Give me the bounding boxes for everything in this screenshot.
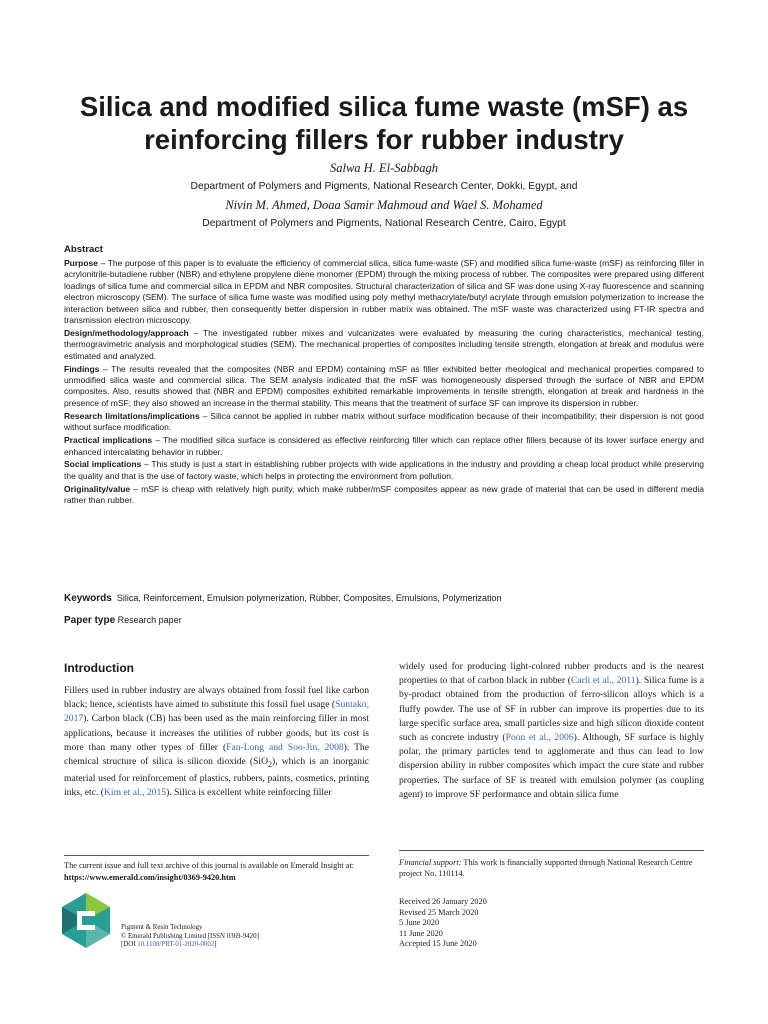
date-revised-2: 5 June 2020 [399, 918, 440, 927]
abstract-originality [64, 484, 704, 507]
date-received: Received 26 January 2020 [399, 897, 487, 906]
doi-prefix: [DOI [121, 941, 138, 949]
intro-text: ). Although, SF surface is highly polar, the primary particles tend to agglomerate and thus can lead to low dispersion ability in rubber composites which impact the cure state and rubber properties. The surface of SF is treated with emulsion polymer (as coupling agent) to improve SF performance and obtain silica fume [399, 732, 704, 800]
journal-info [121, 924, 361, 950]
date-revised: Revised 25 March 2020 [399, 907, 479, 917]
intro-text: ). The chemical structure of silica is silicon dioxide (SiO [64, 741, 369, 768]
intro-text: ). Silica is excellent white reinforcing filler [166, 787, 332, 799]
abstract-section [64, 244, 704, 508]
article-dates [399, 897, 704, 950]
abstract-limitations [64, 411, 704, 434]
citation-link[interactable]: Kim et al., 2015 [103, 787, 167, 799]
author-line-2: Nivin M. Ahmed, Doaa Samir Mahmoud and Wael S. Mohamed [225, 198, 543, 212]
abstract-heading: Abstract [64, 244, 103, 255]
intro-text: ), which is an inorganic material used for reinforcement of plastics, rubbers, paints, cosmetics, printing inks, etc. ( [64, 756, 369, 799]
abstract-design [64, 328, 704, 362]
findings-label: Findings [64, 363, 100, 374]
affiliation-2: Department of Polymers and Pigments, National Research Centre, Cairo, Egypt [202, 218, 566, 229]
doi-link[interactable]: 10.1108/PRT-01-2020-0002 [137, 941, 215, 949]
limitations-text: – Silica cannot be applied in rubber matrix without surface modification because of their incompatibility; their dispersion is not good without surface modification. [64, 410, 704, 433]
abstract-findings [64, 364, 704, 410]
intro-paragraph-left [64, 684, 369, 801]
intro-text: Fillers used in rubber industry are always obtained from fossil fuel like carbon black; hence, scientists have aimed to substitute this fossil fuel usage ( [64, 685, 369, 711]
abstract-social [64, 459, 704, 482]
journal-archive-note [64, 855, 369, 884]
practical-text: – The modified silica surface is considered as effective reinforcing filler which can replace other fillers because of its lower surface energy and enhanced intercalating behavior in rubber. [64, 435, 704, 457]
publisher-line: © Emerald Publishing Limited [ISSN 0369-9420] [121, 932, 259, 940]
intro-text: widely used for producing light-colored rubber products and is the nearest properties to that of carbon black in rubber ( [399, 661, 704, 687]
financial-text: This work is financially supported through National Research Centre project No. 110114. [399, 858, 693, 879]
purpose-text: – The purpose of this paper is to evaluate the efficiency of commercial silica, silica fume-waste (SF) and modified silica fume-waste (mSF) as reinforcing filler in acrylonitrile-butadiene rubber (NBR) and ethylene propylene diene monomer (EPDM) through the mixing process of rubber. The composites were prepared using different loadings of silica fume and commercial silica in EPDM and NBR composites. Structural characterization of silica and SF was done using X-ray fluorescence and scanning electron microscopy (SEM). The surface of silica fume waste was modified using poly methyl methacrylate/butyl acrylate through emulsion polymerization to increase the interaction between silica and rubber, then consequently better dispersion in rubber matrix was obtained. The mSF waste was characterized using FT-IR spectra and transmission electron microscopy. [64, 258, 704, 326]
keywords-text: Silica, Reinforcement, Emulsion polymerization, Rubber, Composites, Emulsions, Polymerization [116, 593, 502, 603]
introduction-left-column [64, 684, 369, 801]
keywords [64, 593, 704, 604]
intro-paragraph-right [399, 660, 704, 802]
abstract-practical [64, 435, 704, 458]
doi-suffix: ] [214, 941, 217, 949]
citation-link[interactable]: Fan-Long and Soo-Jin, 2008 [226, 741, 344, 753]
citation-link[interactable]: Poon et al., 2006 [505, 732, 574, 744]
author-line-1: Salwa H. El-Sabbagh [330, 161, 438, 175]
findings-text: – The results revealed that the composites (NBR and EPDM) containing mSF as filler exhibited better rheological and mechanical properties compared to unmodified silica waste and commercial silica. The SEM analysis indicated that the mSF was homogeneously dispersed through the surface of NBR and EPDM composites. Also, results showed that (NBR and EPDM) composites exhibited remarkable improvements in tensile strength, elongation at break and hardness in the presence of mSF; they also showed an increase in the thermal stability. This means that the treatment of surface SF can improve its dispersion in rubber. [64, 363, 704, 408]
intro-text: ). Silica fume is a by-product obtained from the production of ferro-silicon alloys which is a fluffy powder. The use of SF in rubber can improve its properties due to its large specific surface area, small particles size and high silicon dioxide content such as concrete industry ( [399, 675, 705, 744]
financial-support-note [399, 850, 704, 880]
archive-text: The current issue and full text archive of this journal is available on Emerald Insight at: [64, 861, 355, 870]
purpose-label: Purpose [64, 258, 99, 268]
originality-label: Originality/value [64, 483, 131, 494]
journal-name: Pigment & Resin Technology [121, 924, 203, 931]
practical-label: Practical implications [64, 435, 153, 446]
financial-label: Financial support: [399, 858, 462, 867]
introduction-right-column [399, 660, 704, 802]
date-accepted: Accepted 15 June 2020 [399, 939, 477, 948]
paper-title: Silica and modified silica fume waste (mSF) as reinforcing fillers for rubber industry [79, 91, 689, 155]
social-text: – This study is just a start in establishing rubber projects with wide applications in the industry and providing a cheap local product while preserving the quality and that is the use of factory waste, which helps in protecting the environment from pollution. [64, 459, 704, 481]
subscript: 2 [268, 759, 273, 769]
affiliation-1: Department of Polymers and Pigments, National Research Center, Dokki, Egypt, and [190, 181, 578, 192]
citation-link[interactable]: Suntako, 2017 [64, 699, 369, 725]
doi-line [121, 941, 361, 950]
paper-type-text: Research paper [117, 615, 182, 625]
paper-type [64, 615, 704, 626]
design-text: – The investigated rubber mixes and vulcanizates were evaluated by measuring the curing characteristics, mechanical testing, thermogravimetric analysis and morphological studies (SEM). The mechanical properties of composites including tensile strength, elongation at break and modulus were estimated and analyzed. [64, 327, 704, 361]
limitations-label: Research limitations/implications [64, 410, 200, 421]
emerald-logo-icon [62, 893, 110, 948]
originality-text: – mSF is cheap with relatively high purity, which make rubber/mSF composites appear as new grade of material that can be used in different media rather than rubber. [64, 483, 704, 506]
introduction-heading: Introduction [64, 661, 134, 675]
social-label: Social implications [64, 459, 142, 470]
paper-type-label: Paper type [64, 615, 116, 626]
citation-link[interactable]: Carli et al., 2011 [570, 675, 636, 687]
design-label: Design/methodology/approach [64, 327, 189, 338]
abstract-purpose [64, 258, 704, 326]
archive-url[interactable]: https://www.emerald.com/insight/0369-9420.htm [64, 873, 236, 882]
date-revised-3: 11 June 2020 [399, 928, 443, 938]
keywords-label: Keywords [64, 593, 112, 604]
intro-text: ). Carbon black (CB) has been used as the main reinforcing filler in most applications, because it increases the utilities of rubber goods, but its cost is more than many other types of filler ( [64, 713, 369, 753]
